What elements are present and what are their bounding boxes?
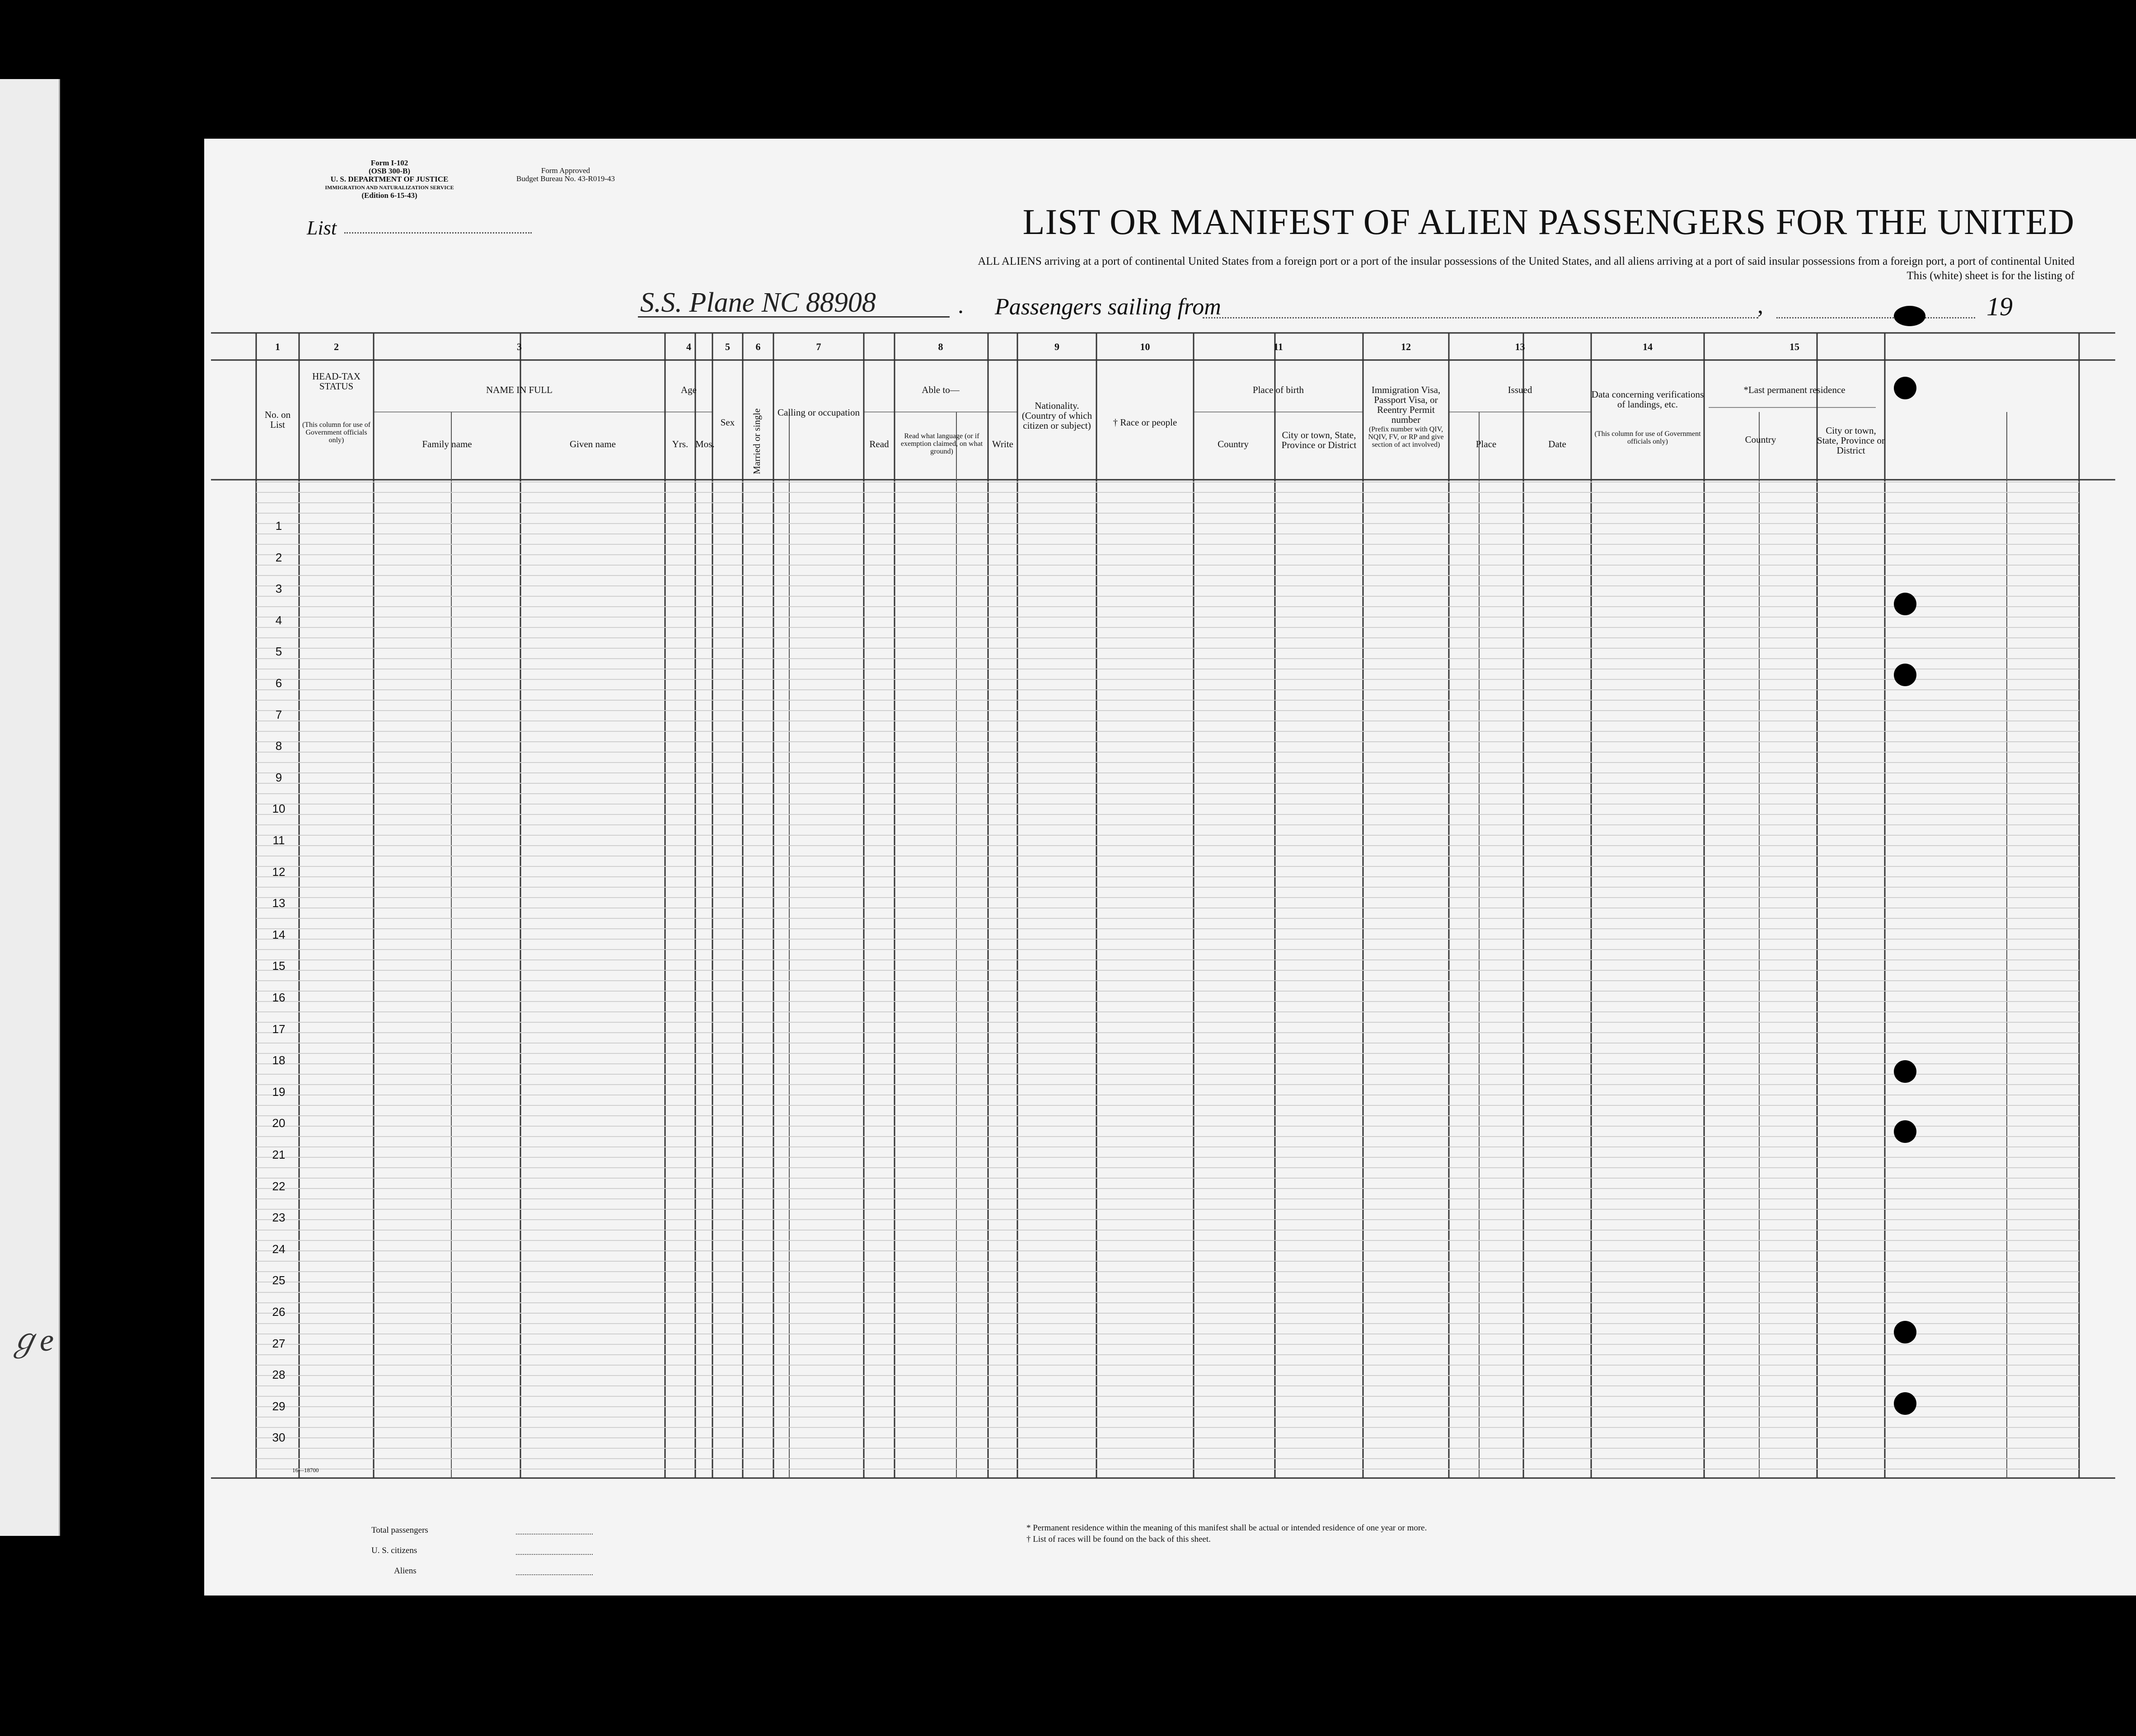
column-header-visa: Immigration Visa, Passport Visa, or Reentry Permit number [1371,384,1441,425]
column-header-mos: Mos. [695,439,715,449]
row-number: 15 [272,959,286,973]
column-header-calling: Calling or occupation [778,407,860,418]
row-number: 4 [275,613,282,627]
table-grid [204,139,2136,1596]
row-number: 21 [272,1148,286,1161]
us-citizens-label: U. S. citizens [371,1546,417,1555]
column-header-issued: Issued [1508,384,1532,395]
column-header-head-tax-note: (This column for use of Government officials only) [302,421,371,444]
row-number: 18 [272,1053,286,1067]
column-header-data-landings: Data concerning verifications of landings, etc. [1591,389,1704,410]
column-header-place-of-birth: Place of birth [1252,384,1304,395]
total-passengers-label: Total passengers [371,1525,428,1535]
row-number: 3 [275,582,282,596]
column-number: 12 [1401,341,1411,352]
row-number: 23 [272,1211,286,1225]
print-stamp: 16—18700 [292,1467,319,1474]
row-number: 1 [275,519,282,533]
column-header-data-note: (This column for use of Government officials only) [1594,430,1701,445]
row-number: 10 [272,802,286,816]
column-number: 8 [938,341,943,352]
column-header-issued-place: Place [1476,439,1497,449]
column-header-residence-country: Country [1745,434,1776,445]
list-label: List [307,217,337,239]
form-identifier: Form I-102 (OSB 300-B) U. S. DEPARTMENT OF JUSTICE IMMIGRATION AND NATURALIZATION SERVICE (Edition 6-15-43) [325,159,454,200]
column-header-sex: Sex [720,417,735,428]
column-header-yrs: Yrs. [672,439,689,449]
aliens-label: Aliens [394,1566,417,1576]
punch-hole [1894,1392,1916,1415]
row-number: 14 [272,927,286,941]
subtitle-line-1: ALL ALIENS arriving at a port of continental United States from a foreign port or a port of the insular possessions of the United States, and all aliens arriving at a port of said insular possessions from a foreign port, a port of continental United [978,255,2075,267]
column-number: 9 [1054,341,1059,352]
row-number: 9 [275,770,282,784]
punch-hole [1894,593,1916,615]
column-number: 10 [1140,341,1150,352]
punch-hole [1894,1060,1916,1083]
column-number: 7 [816,341,821,352]
column-header-issued-date: Date [1548,439,1566,449]
column-header-write: Write [992,439,1013,449]
row-number: 30 [272,1431,286,1445]
column-number: 14 [1643,341,1653,352]
row-number: 19 [272,1085,286,1099]
column-number: 15 [1789,341,1799,352]
column-header-residence-city: City or town, State, Province or District [1817,425,1885,456]
margin-scribble: ℊe [8,1323,54,1358]
row-number: 28 [272,1368,286,1382]
column-header-able-to: Able to— [922,384,960,395]
year-prefix: 19 [1986,292,2013,321]
page-title: LIST OR MANIFEST OF ALIEN PASSENGERS FOR THE UNITED [1022,202,2075,242]
punch-hole [1894,664,1916,686]
column-header-birth-city: City or town, State, Province or District [1281,430,1357,450]
row-number: 11 [272,833,285,847]
row-number: 22 [272,1179,286,1193]
column-header-read: Read [869,439,889,449]
column-header-no: No. on List [264,409,291,430]
sailing-label: Passengers sailing from [995,294,1221,320]
row-number: 13 [272,896,286,910]
form-approval: Form Approved Budget Bureau No. 43-R019-43 [516,166,615,183]
column-header-family-name: Family name [422,439,472,449]
column-number: 1 [275,341,280,352]
manifest-sheet: Form I-102 (OSB 300-B) U. S. DEPARTMENT OF JUSTICE IMMIGRATION AND NATURALIZATION SERVICE (Edition 6-15-43) Form Approved Budget Bureau No. 43-R019-43 List LIST OR MANIFEST OF ALIEN PASSENGERS FOR THE UNITED ALL ALIENS arriving at a port of continental United States from a foreign port or a port of the insular possessions of the United States, and all aliens arriving at a port of said insular possessions from a foreign port, a port of continental United This (white) sheet is for the listing of S.S. Plane NC 88908 . Passengers sailing from , 19 No. on List HEAD-TAX STATUS (This column for use of Government officials only) NAME IN FULL Family name Given name Age Yrs. Mos. Sex Calling or occupation Able to— Read Read what language (or if exemption claimed, on what ground) Write Nationality. (Country of which citizen or subject) † Race or people Place of birth Country City or town, State, Province or District Immigration Visa, Passport Visa, or Reentry Permit number (Prefix number with QIV, NQIV, FV, or RP and give section of act involved) Issued Place Date Data concerning verifications of landings, etc. (This column for use of Government officials only) *Last permanent residence Country City or town, State, Province or District Married or single 1 2 3 4 5 6 7 8 9 10 11 12 13 14 15 1 2 3 4 5 6 7 8 9 10 11 12 13 14 15 16 17 18 19 20 21 22 23 24 25 26 27 28 29 30 Total passengers U. S. citizens Aliens * Permanent residence within the meaning of this manifest shall be actual or intended residence of one year or more. † List of races will be found on the back of this sheet. 16—18700 [204,139,2136,1596]
column-header-head-tax: HEAD-TAX STATUS [312,371,361,392]
column-header-given-name: Given name [569,439,616,449]
column-number: 3 [517,341,522,352]
row-number: 29 [272,1399,286,1413]
column-header-last-residence: *Last permanent residence [1743,384,1846,395]
row-number: 7 [275,707,282,721]
column-number: 13 [1515,341,1525,352]
column-number: 2 [334,341,339,352]
column-header-name: NAME IN FULL [486,384,553,395]
column-header-nationality: Nationality. (Country of which citizen or subject) [1021,400,1092,431]
row-number: 16 [272,991,286,1004]
punch-hole [1894,377,1916,399]
row-number: 24 [272,1242,286,1256]
row-number: 17 [272,1022,286,1036]
column-number: 5 [725,341,730,352]
row-number: 6 [275,676,282,690]
residence-footnote: * Permanent residence within the meaning of this manifest shall be actual or intended residence of one year or more. [1026,1523,1427,1533]
column-number: 4 [686,341,691,352]
row-number: 25 [272,1273,286,1287]
column-number: 6 [755,341,761,352]
row-number: 26 [272,1305,286,1319]
column-header-read-language: Read what language (or if exemption claimed, on what ground) [900,432,983,455]
row-number: 2 [275,550,282,564]
column-header-race: † Race or people [1113,417,1177,428]
subtitle-line-2: This (white) sheet is for the listing of [1906,270,2075,282]
ship-name: S.S. Plane NC 88908 [640,287,876,318]
column-number: 11 [1274,341,1283,352]
row-number: 12 [272,865,286,879]
row-number: 27 [272,1336,286,1350]
row-number: 20 [272,1116,286,1130]
column-header-birth-country: Country [1218,439,1249,449]
column-header-married: Married or single [751,408,762,474]
punch-hole [1894,1321,1916,1343]
punch-hole [1894,306,1925,326]
column-header-visa-note: (Prefix number with QIV, NQIV, FV, or RP and give section of act involved) [1368,426,1444,449]
punch-hole [1894,1120,1916,1143]
column-header-age: Age [681,384,697,395]
row-number: 8 [275,739,282,753]
race-footnote: † List of races will be found on the back of this sheet. [1026,1535,1211,1544]
row-number: 5 [275,645,282,659]
